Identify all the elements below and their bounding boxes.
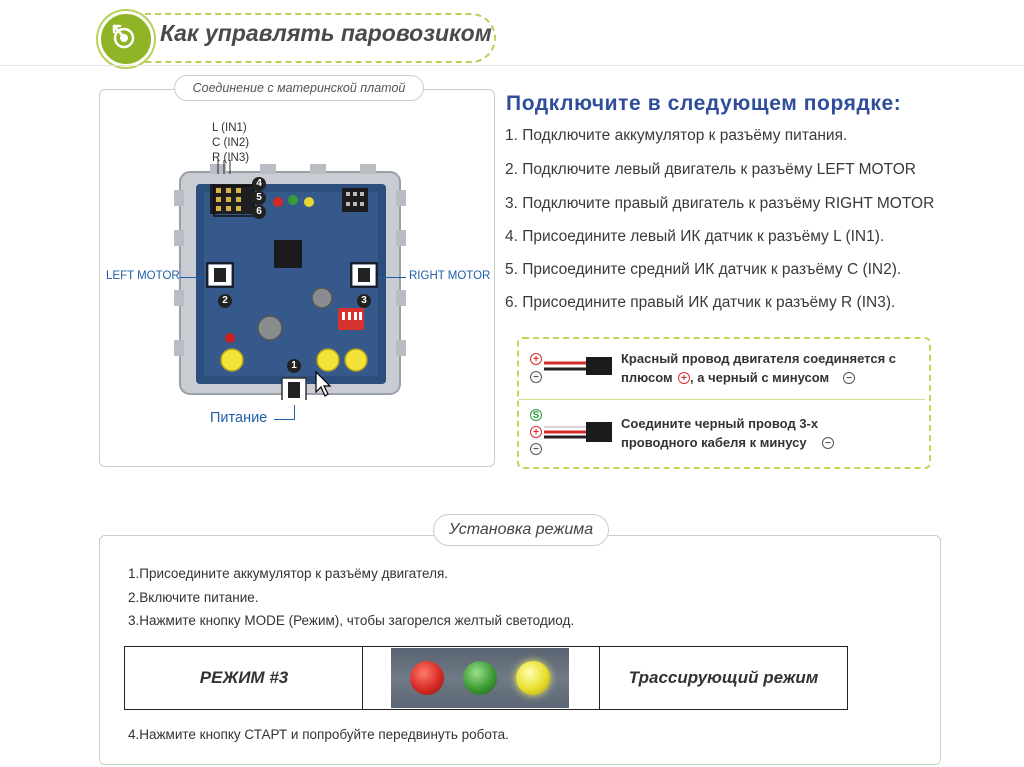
instruction-step: 2. Подключите левый двигатель к разъёму LEFT MOTOR — [505, 161, 916, 178]
mode-step: 2.Включите питание. — [128, 590, 259, 605]
three-wire-cable-icon — [544, 418, 614, 448]
wire-note-2-line-2: проводного кабеля к минусу — [621, 435, 807, 450]
minus-icon: − — [530, 443, 542, 455]
plus-icon: + — [530, 426, 542, 438]
yellow-led — [516, 661, 550, 695]
connector-badge: 2 — [218, 294, 232, 308]
mode-description-cell: Трассирующий режим — [628, 668, 819, 687]
pin-label-r: R (IN3) — [212, 152, 250, 164]
plus-icon: + — [530, 353, 542, 365]
power-label: Питание — [210, 410, 268, 426]
pin-label-l: L (IN1) — [212, 122, 247, 134]
leader-line — [180, 277, 206, 278]
minus-icon: − — [530, 371, 542, 383]
leader-line — [378, 277, 406, 278]
connector-badge: 4 — [252, 177, 266, 191]
signal-icon: S — [530, 409, 542, 421]
mode-section-label: Установка режима — [433, 514, 609, 546]
connector-badge: 3 — [357, 294, 371, 308]
two-wire-cable-icon — [544, 352, 614, 382]
divider — [0, 65, 1024, 66]
wire-note-1-line-1: Красный провод двигателя соединяется с — [621, 351, 897, 366]
wire-note-1-line-3: , а черный с минусом — [690, 370, 830, 385]
instruction-step: 4. Присоедините левый ИК датчик к разъёму L (IN1). — [505, 228, 885, 245]
instruction-step: 5. Присоедините средний ИК датчик к разъёму C (IN2). — [505, 261, 902, 278]
right-motor-label: RIGHT MOTOR — [409, 270, 491, 282]
mode-step: 1.Присоедините аккумулятор к разъёму двигателя. — [128, 566, 449, 581]
connector-badge: 6 — [252, 205, 266, 219]
mode-step: 4.Нажмите кнопку СТАРТ и попробуйте передвинуть робота. — [128, 727, 509, 742]
green-led — [463, 661, 497, 695]
left-motor-label: LEFT MOTOR — [106, 270, 180, 282]
pin-label-c: C (IN2) — [212, 137, 250, 149]
red-led — [410, 661, 444, 695]
page-title: Как управлять паровозиком — [160, 20, 492, 46]
leader-line — [274, 419, 295, 420]
board-panel-label: Соединение с материнской платой — [174, 75, 424, 101]
instruction-step: 1. Подключите аккумулятор к разъёму питания. — [505, 127, 848, 144]
leader-line — [294, 405, 295, 419]
wire-note-1-line-2: плюсом — [621, 370, 673, 385]
connector-badge: 1 — [287, 359, 301, 373]
instruction-step: 6. Присоедините правый ИК датчик к разъёму R (IN3). — [505, 294, 896, 311]
instructions-title: Подключите в следующем порядке: — [506, 92, 902, 115]
wire-note-2-line-1: Соедините черный провод 3-х — [621, 416, 819, 431]
divider — [519, 399, 925, 400]
plus-icon: + — [678, 372, 690, 384]
minus-icon: − — [822, 437, 834, 449]
connector-badge: 5 — [252, 191, 266, 205]
mode-step: 3.Нажмите кнопку MODE (Режим), чтобы загорелся желтый светодиод. — [128, 613, 575, 628]
instruction-step: 3. Подключите правый двигатель к разъёму RIGHT MOTOR — [505, 195, 935, 212]
table-divider — [362, 646, 363, 710]
minus-icon: − — [843, 372, 855, 384]
target-icon — [98, 11, 154, 67]
mode-name-cell: РЕЖИМ #3 — [199, 668, 289, 687]
